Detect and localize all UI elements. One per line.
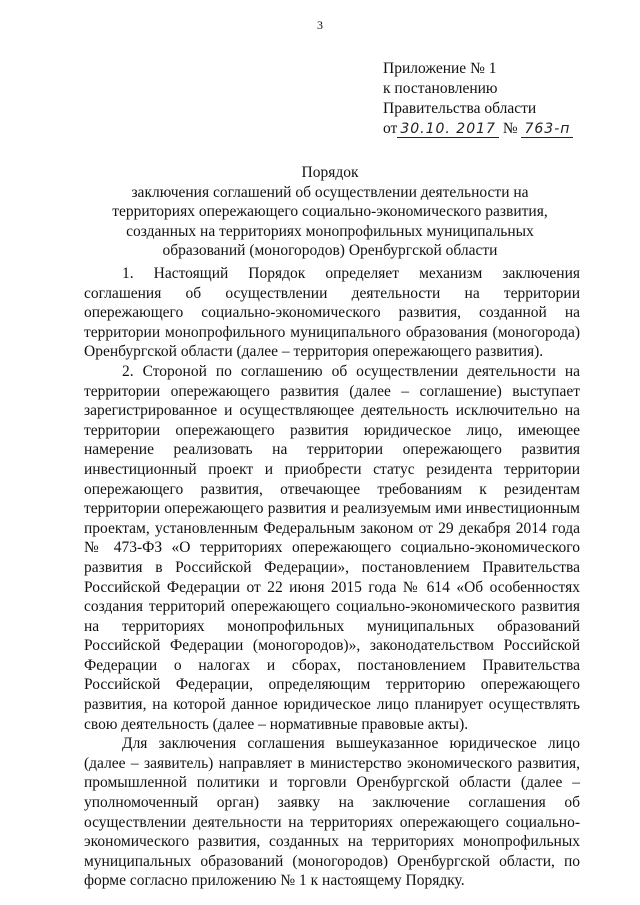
title-line-4: созданных на территориях монопрофильных муниципальных — [126, 222, 534, 240]
date-prefix: от — [383, 120, 398, 137]
number-prefix: № — [502, 120, 518, 137]
title-line-5: образований (моногородов) Оренбургской области — [162, 242, 498, 259]
appendix-line-2: к постановлению — [383, 80, 498, 97]
appendix-date-line — [383, 119, 573, 139]
paragraph: 2. Стороной по соглашению об осуществлении деятельности на территории опережающего развития (далее – соглашение) выступает зарегистрированное и осуществляющее деятельность исключительно на территории опережающего развития юридическое лицо, имеющее намерение реализовать на территории опережающего развития инвестиционный проект и приобрести статус резидента территории опережающего развития, отвечающее требованиям к резидентам территории опережающего развития и реализуемым ими инвестиционным проектам, установленным Федеральным законом от 29 декабря 2014 года № 473-ФЗ «О территориях опережающего социально-экономического развития в Российской Федерации», постановлением Правительства Российской Федерации от 22 июня 2015 года № 614 «Об особенностях создания территорий опережающего социально-экономического развития на территориях монопрофильных муниципальных образований Российской Федерации (моногородов)», законодательством Российской Федерации о налогах и сборах, постановлением Правительства Российской Федерации, определяющим территорию опережающего развития, на которой данное юридическое лицо планирует осуществлять свою деятельность (далее – нормативные правовые акты). — [84, 362, 580, 733]
appendix-line-1: Приложение № 1 — [383, 60, 497, 77]
title-line-1: Порядок — [301, 164, 359, 181]
title-line-3: территориях опережающего социально-экономического развития, — [112, 203, 548, 220]
title-line-2: заключения соглашений об осуществлении деятельности на — [131, 183, 529, 201]
handwritten-date: 30.10. 2017 — [397, 121, 499, 138]
handwritten-number: 763-п — [521, 121, 573, 138]
page-number: 3 — [317, 18, 323, 32]
document-body — [84, 264, 580, 891]
paragraph: 1. Настоящий Порядок определяет механизм заключения соглашения об осуществлении деятельности на территории опережающего социально-экономического развития, созданной на территории монопрофильного муниципального образования (моногорода) Оренбургской области (далее – территория опережающего развития). — [84, 265, 580, 361]
appendix-block — [383, 59, 573, 139]
appendix-line-3: Правительства области — [383, 100, 537, 117]
paragraph: Для заключения соглашения вышеуказанное юридическое лицо (далее – заявитель) направляет в министерство экономического развития, промышленной политики и торговли Оренбургской области (далее – уполномоченный орган) заявку на заключение соглашения об осуществлении деятельности на территориях опережающего социально-экономического развития, созданных на территориях монопрофильных муниципальных образований (моногородов) Оренбургской области, по форме согласно приложению № 1 к настоящему Порядку. — [84, 735, 580, 890]
document-title — [80, 163, 580, 261]
